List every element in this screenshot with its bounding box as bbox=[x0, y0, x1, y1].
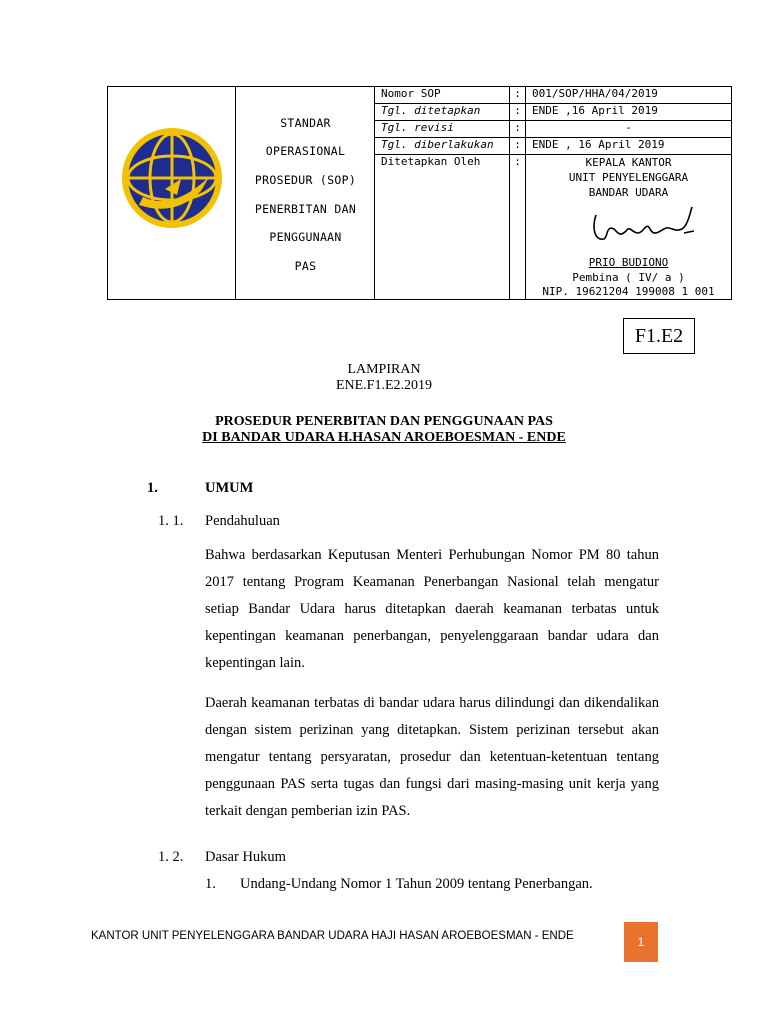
signer-rank: Pembina ( IV/ a ) bbox=[572, 271, 685, 284]
logo-cell bbox=[108, 87, 236, 299]
row-colon: : bbox=[510, 121, 526, 137]
row-value: ENDE ,16 April 2019 bbox=[532, 104, 658, 117]
section-number: 1. bbox=[147, 480, 158, 496]
signer-title-line1: KEPALA KANTOR bbox=[585, 156, 672, 169]
sop-title-line: PAS bbox=[294, 259, 317, 273]
signature-image bbox=[590, 203, 700, 247]
ministry-logo-icon bbox=[113, 119, 231, 237]
lampiran-number: ENE.F1.E2.2019 bbox=[335, 378, 433, 393]
subsection-number: 1. 2. bbox=[158, 849, 184, 865]
paragraph-introduction: Bahwa berdasarkan Keputusan Menteri Perhubungan Nomor PM 80 tahun 2017 tentang Program Keamanan Penerbangan Nasional telah mengatur setiap Bandar Udara harus ditetapkan daerah keamanan terbatas untuk kepentingan keamanan penerbangan, penyelenggaraan bandar udara dan kepentingan lain. bbox=[205, 547, 659, 671]
list-item-number: 1. bbox=[205, 876, 216, 892]
sop-row-nomor bbox=[375, 87, 731, 104]
sop-info-grid bbox=[375, 87, 731, 299]
subsection-title: Dasar Hukum bbox=[205, 849, 286, 865]
signer-nip: NIP. 19621204 199008 1 001 bbox=[542, 285, 715, 298]
sop-row-ditetapkan-oleh bbox=[375, 155, 731, 299]
document-code-box: F1.E2 bbox=[623, 318, 695, 354]
sop-title-line: STANDAR bbox=[280, 116, 331, 130]
row-value: - bbox=[625, 121, 632, 134]
sop-title-line: PENGGUNAAN bbox=[269, 230, 342, 244]
row-colon: : bbox=[510, 104, 526, 120]
sop-row-revisi bbox=[375, 121, 731, 138]
sop-row-diberlakukan bbox=[375, 138, 731, 155]
subsection-title: Pendahuluan bbox=[205, 513, 280, 529]
row-label: Tgl. revisi bbox=[375, 121, 510, 137]
section-title: UMUM bbox=[205, 480, 254, 496]
heading-line2: DI BANDAR UDARA H.HASAN AROEBOESMAN - ENDE bbox=[202, 430, 566, 445]
row-label: Nomor SOP bbox=[375, 87, 510, 103]
subsection-number: 1. 1. bbox=[158, 513, 184, 529]
sop-row-ditetapkan bbox=[375, 104, 731, 121]
row-label: Tgl. ditetapkan bbox=[375, 104, 510, 120]
heading-line1: PROSEDUR PENERBITAN DAN PENGGUNAAN PAS bbox=[215, 414, 553, 429]
list-item-text: Undang-Undang Nomor 1 Tahun 2009 tentang Penerbangan. bbox=[240, 876, 593, 892]
paragraph-restricted-area: Daerah keamanan terbatas di bandar udara harus dilindungi dan dikendalikan dengan sistem perizinan yang ditetapkan. Sistem perizinan tersebut akan mengatur tentang persyaratan, prosedur dan ketentuan-ketentuan tentang penggunaan PAS serta tugas dan fungsi dari masing-masing unit kerja yang terkait dengan pemberian izin PAS. bbox=[205, 695, 659, 819]
sop-title-line: PROSEDUR (SOP) bbox=[254, 173, 357, 187]
lampiran-title: LAMPIRAN bbox=[347, 362, 421, 377]
sop-title-line: OPERASIONAL bbox=[265, 144, 346, 158]
row-label: Ditetapkan Oleh bbox=[375, 155, 510, 299]
sop-title-line: PENERBITAN DAN bbox=[254, 202, 357, 216]
sop-title-cell bbox=[236, 87, 375, 299]
page-number-badge: 1 bbox=[624, 922, 658, 962]
footer-office-name: KANTOR UNIT PENYELENGGARA BANDAR UDARA HAJI HASAN AROEBOESMAN - ENDE bbox=[91, 930, 574, 942]
signer-name: PRIO BUDIONO bbox=[588, 256, 669, 269]
sop-header-table bbox=[107, 86, 732, 300]
row-colon: : bbox=[510, 138, 526, 154]
row-value: ENDE , 16 April 2019 bbox=[532, 138, 665, 151]
signer-title-line2: UNIT PENYELENGGARA bbox=[568, 171, 689, 184]
row-value: 001/SOP/HHA/04/2019 bbox=[532, 87, 658, 100]
row-colon: : bbox=[510, 155, 526, 299]
signer-title-line3: BANDAR UDARA bbox=[588, 186, 669, 199]
row-label: Tgl. diberlakukan bbox=[375, 138, 510, 154]
row-colon: : bbox=[510, 87, 526, 103]
